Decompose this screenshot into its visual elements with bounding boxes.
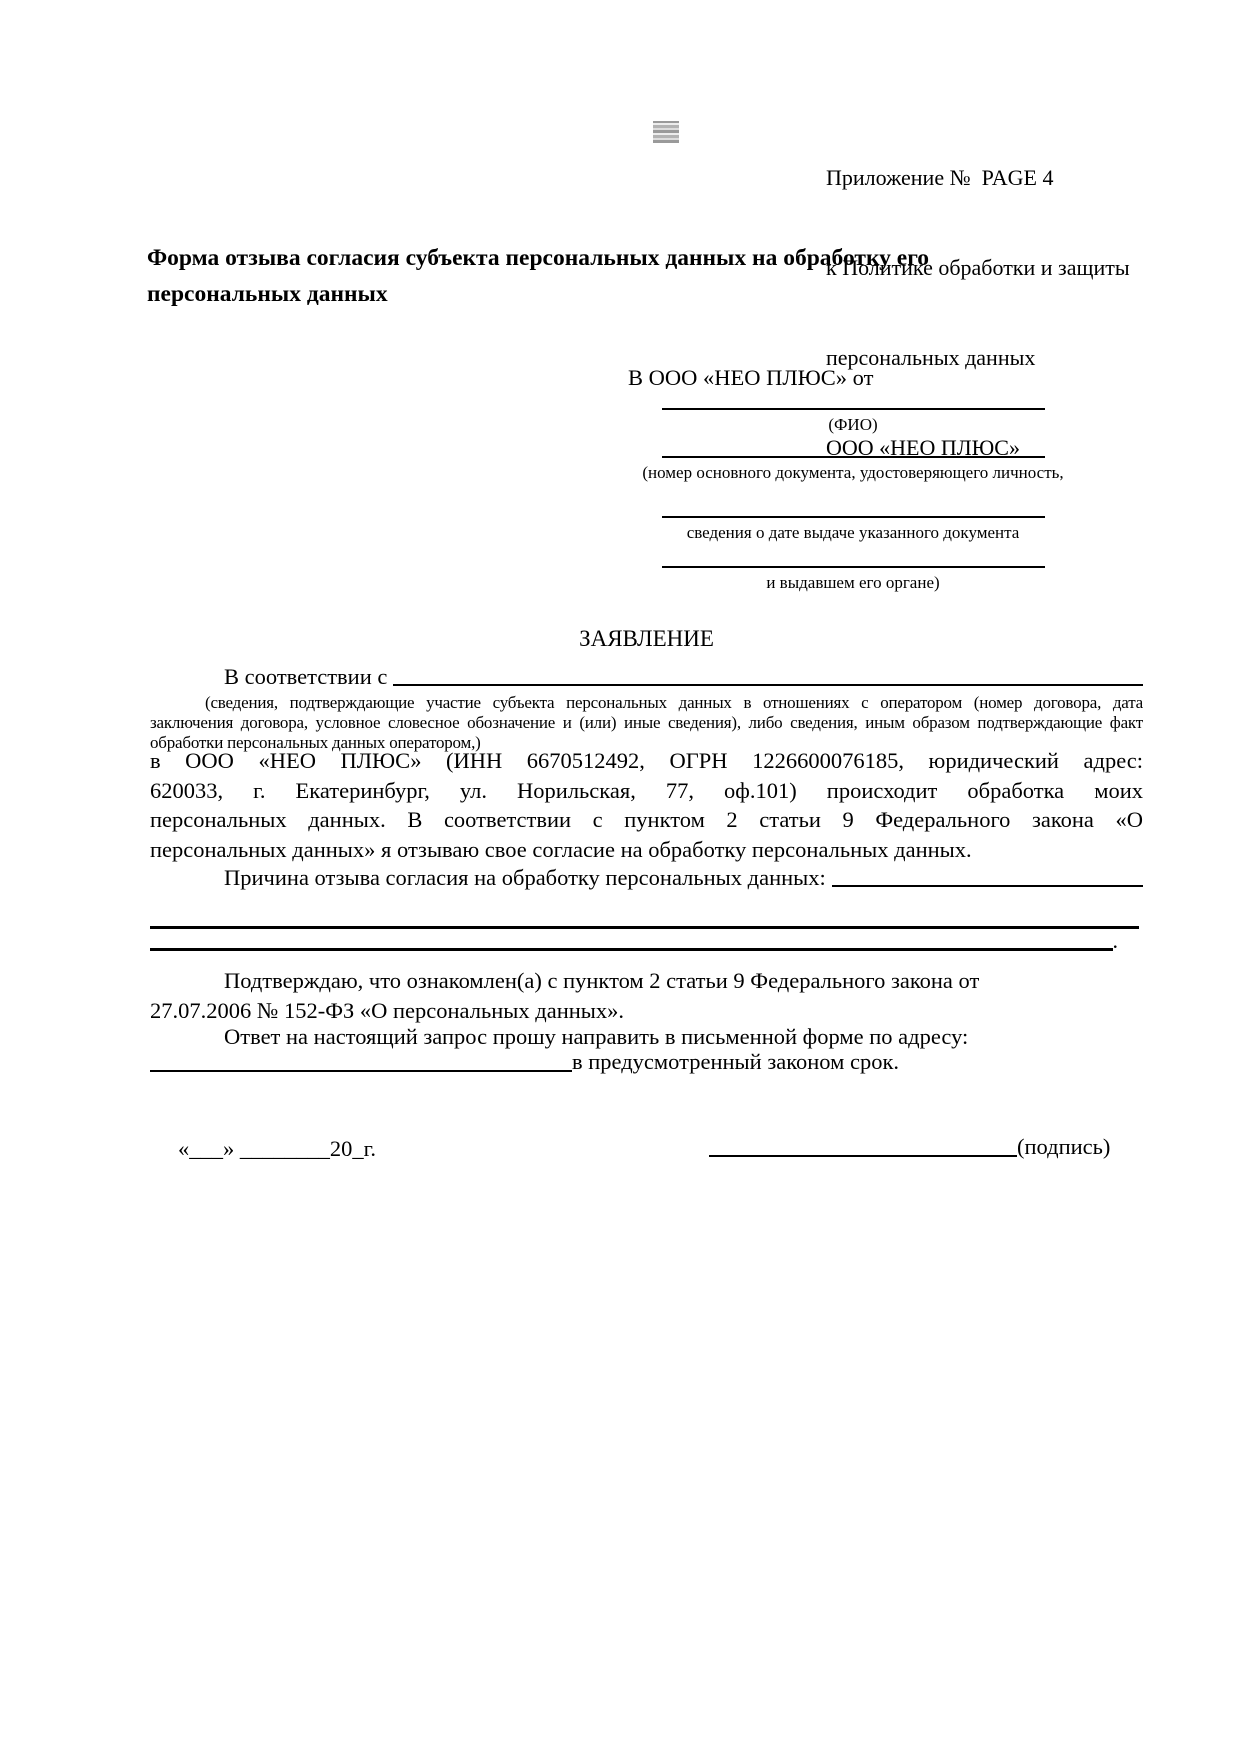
document-number-blank-line [662, 456, 1045, 458]
explanatory-note-line: обработки персональных данных оператором,) [150, 733, 481, 752]
reply-request-tail: в предусмотренный законом срок. [572, 1049, 899, 1074]
confirmation-line: Подтверждаю, что ознакомлен(а) с пунктом 2 статьи 9 Федерального закона от [224, 968, 980, 993]
body-paragraph-line: 620033, г. Екатеринбург, ул. Норильская, 77, оф.101) происходит обработка моих [150, 777, 1143, 803]
reason-blank-line-2-underline [150, 948, 1113, 951]
fio-blank-line [662, 408, 1045, 410]
explanatory-note-line: заключения договора, условное словесное обозначение и (или) иные сведения), либо сведения, иным образом подтверждающие факт [150, 713, 1143, 732]
issue-date-blank-line [662, 516, 1045, 518]
confirmation-line: 27.07.2006 № 152-ФЗ «О персональных данных». [150, 997, 625, 1023]
body-paragraph-line: в ООО «НЕО ПЛЮС» (ИНН 6670512492, ОГРН 1226600076185, юридический адрес: [150, 748, 1143, 773]
signature-line [709, 1132, 1149, 1160]
reason-blank-underline [832, 885, 1143, 887]
reason-prefix: Причина отзыва согласия на обработку персональных данных: [224, 865, 826, 890]
appendix-header-line: ООО «НЕО ПЛЮС» [826, 435, 1020, 460]
signature-caption: (подпись) [1017, 1134, 1111, 1159]
reply-address-line [150, 1047, 1143, 1075]
confirmation-paragraph [150, 966, 1143, 1025]
intro-line [224, 660, 1143, 690]
document-title: Форма отзыва согласия субъекта персональных данных на обработку его персональных данных [147, 245, 930, 307]
body-paragraph-line: персональных данных. В соответствии с пунктом 2 статьи 9 Федерального закона «О [150, 807, 1143, 832]
statement-heading: ЗАЯВЛЕНИЕ [579, 626, 714, 651]
body-paragraph-line: персональных данных» я отзываю свое согласие на обработку персональных данных. [150, 836, 972, 862]
reason-blank-line-1 [150, 926, 1139, 929]
addressee-line: В ООО «НЕО ПЛЮС» от [628, 365, 874, 390]
embedded-object-thumbnail-icon [653, 121, 679, 143]
intro-blank-underline [393, 684, 1143, 686]
appendix-header-line: Приложение № PAGE 4 [826, 165, 1054, 190]
reply-request-line: Ответ на настоящий запрос прошу направить в письменной форме по адресу: [224, 1024, 969, 1049]
reply-address-blank-underline [150, 1070, 572, 1072]
appendix-header [826, 103, 1186, 523]
blank-line-terminator: . [1112, 928, 1118, 953]
date-line: «___» ________20_г. [178, 1136, 376, 1161]
issuing-authority-blank-line [662, 566, 1045, 568]
appendix-header-line: персональных данных [826, 345, 1036, 370]
fio-caption: (ФИО) [828, 415, 878, 434]
issue-date-caption: сведения о дате выдаче указанного документа [686, 523, 1020, 542]
explanatory-note [150, 693, 1143, 753]
explanatory-note-line: (сведения, подтверждающие участие субъекта персональных данных в отношениях с оператором (номер договора, дата [205, 693, 1143, 712]
signature-blank-underline [709, 1155, 1017, 1157]
reason-line [224, 861, 1143, 891]
body-paragraph [150, 746, 1143, 864]
reason-blank-line-2 [150, 928, 1118, 954]
appendix-header-line: к Политике обработки и защиты [826, 255, 1130, 280]
document-number-caption: (номер основного документа, удостоверяющего личность, [642, 463, 1064, 482]
intro-prefix: В соответствии с [224, 664, 388, 689]
issuing-authority-caption: и выдавшем его органе) [766, 573, 940, 592]
